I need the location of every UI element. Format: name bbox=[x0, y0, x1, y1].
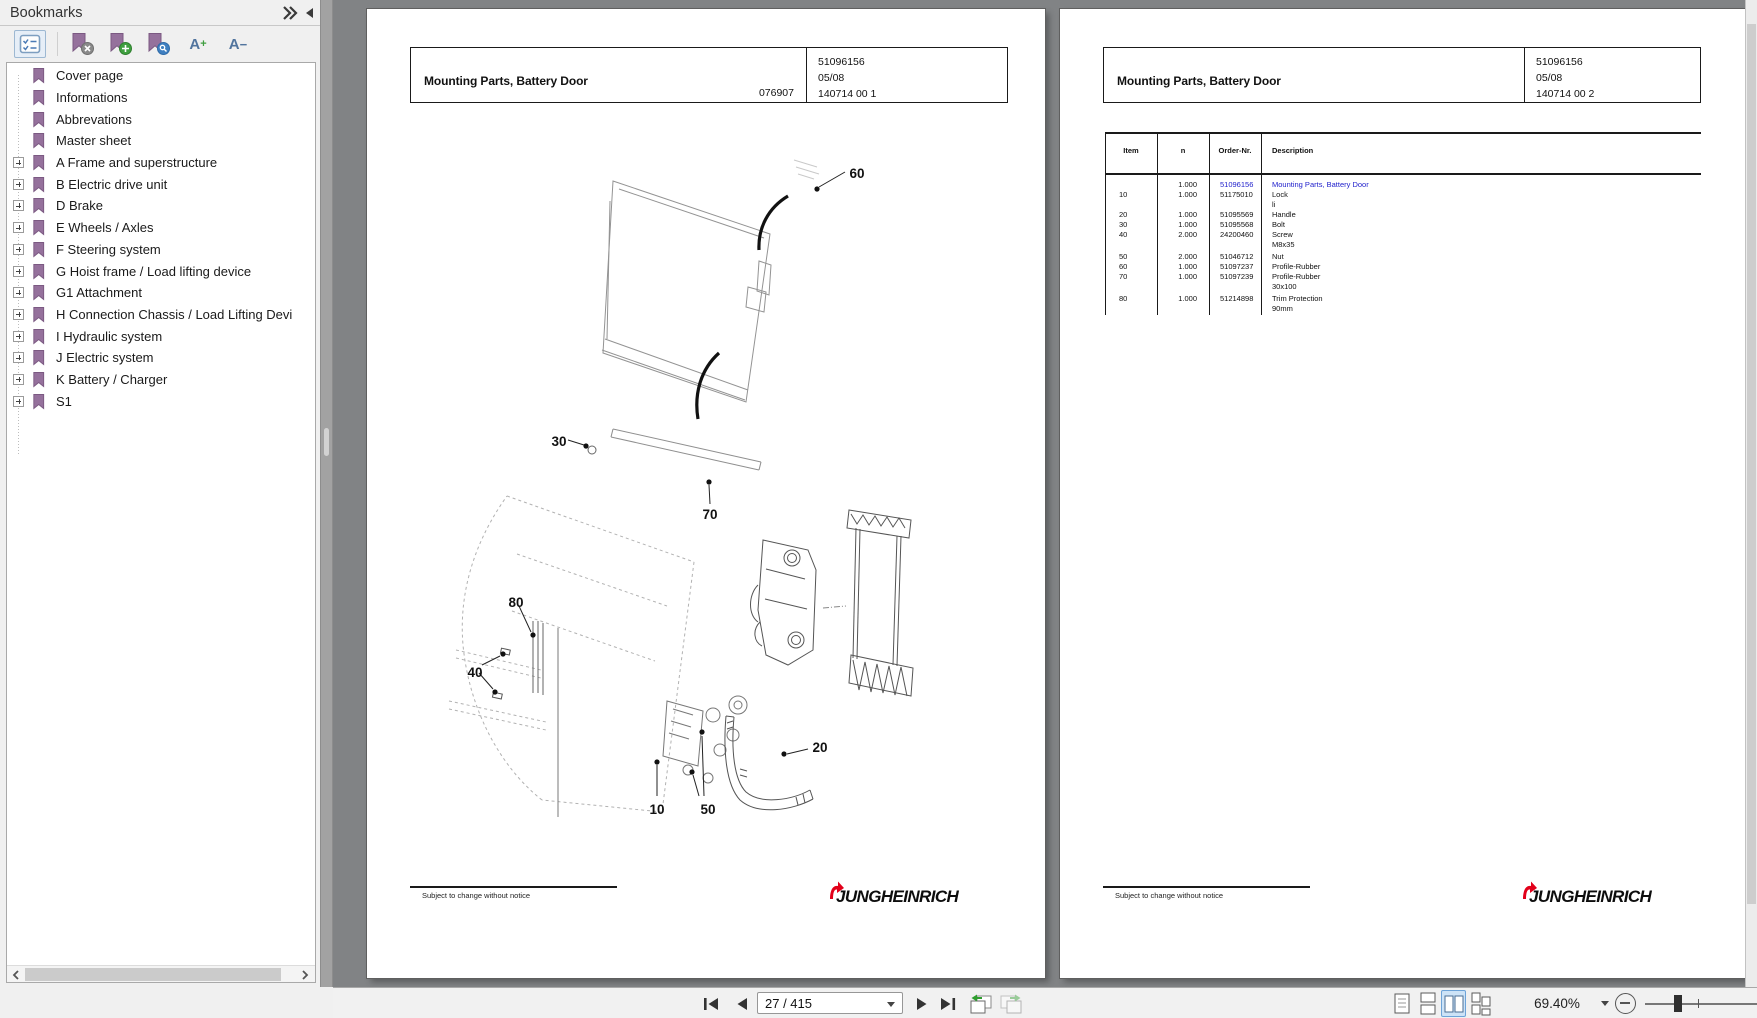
bookmark-label: G Hoist frame / Load lifting device bbox=[56, 263, 252, 279]
brand-wordmark: JUNGHEINRICH bbox=[836, 887, 959, 906]
bookmarks-panel-title: Bookmarks bbox=[10, 5, 83, 21]
bookmarks-tree bbox=[7, 65, 315, 412]
bookmark-flag-icon bbox=[31, 154, 46, 171]
decrease-text-size-button[interactable] bbox=[222, 30, 254, 58]
table-row: 80 1.000 51214898 Trim Protection bbox=[1119, 294, 1323, 303]
plus-icon: + bbox=[200, 38, 207, 50]
previous-view-button[interactable] bbox=[967, 994, 995, 1013]
bookmark-item-i-hydraulic[interactable] bbox=[7, 325, 315, 347]
table-row: 60 1.000 51097237 Profile-Rubber bbox=[1119, 262, 1321, 271]
bookmark-item-f-steering[interactable] bbox=[7, 239, 315, 261]
callout-60: 60 bbox=[849, 166, 865, 181]
callout-70: 70 bbox=[702, 507, 718, 522]
panel-expand-icon[interactable] bbox=[281, 5, 299, 21]
callout-30: 30 bbox=[551, 434, 567, 449]
expand-plus-box[interactable] bbox=[13, 331, 24, 342]
table-rule bbox=[1105, 132, 1701, 134]
scrollbar-thumb[interactable] bbox=[25, 968, 281, 981]
table-row: 30x100 bbox=[1272, 282, 1297, 291]
bookmark-flag-icon bbox=[31, 111, 46, 128]
letter-a-icon: A bbox=[228, 35, 240, 53]
bookmark-item-e-wheels[interactable] bbox=[7, 217, 315, 239]
table-row: 20 1.000 51095569 Handle bbox=[1119, 210, 1296, 219]
page-left-diagram bbox=[367, 9, 1045, 978]
next-page-icon bbox=[915, 997, 929, 1011]
bookmarks-titlebar bbox=[0, 0, 320, 26]
panel-splitter[interactable] bbox=[320, 0, 333, 987]
bookmark-item-cover-page[interactable] bbox=[7, 65, 315, 87]
bookmark-flag-icon bbox=[31, 263, 46, 280]
letter-a-icon: A bbox=[189, 35, 201, 53]
previous-page-button[interactable] bbox=[731, 994, 753, 1013]
bookmark-item-abbrevations[interactable] bbox=[7, 108, 315, 130]
table-rule bbox=[1105, 173, 1701, 175]
table-row: 50 2.000 51046712 Nut bbox=[1119, 252, 1284, 261]
zoom-out-button[interactable] bbox=[1615, 993, 1636, 1014]
revision-date: 05/08 bbox=[818, 72, 845, 84]
bookmark-label: E Wheels / Axles bbox=[56, 220, 154, 236]
last-page-icon bbox=[939, 997, 957, 1011]
expand-plus-box[interactable] bbox=[13, 287, 24, 298]
document-canvas bbox=[333, 0, 1757, 987]
bookmark-label: K Battery / Charger bbox=[56, 371, 168, 387]
single-page-icon bbox=[1392, 992, 1412, 1016]
expand-plus-box[interactable] bbox=[13, 244, 24, 255]
page-header-box bbox=[1103, 47, 1701, 103]
bookmark-label: B Electric drive unit bbox=[56, 176, 168, 192]
two-page-view-button[interactable] bbox=[1441, 990, 1466, 1017]
column-header-order-nr: Order-Nr. bbox=[1218, 146, 1252, 155]
callout-40: 40 bbox=[467, 665, 483, 680]
locate-bookmark-icon bbox=[145, 32, 171, 56]
column-header-item: Item bbox=[1123, 146, 1139, 155]
zoom-slider-tick bbox=[1698, 999, 1699, 1008]
single-page-view-button[interactable] bbox=[1389, 990, 1414, 1017]
jungheinrich-logo bbox=[1520, 882, 1720, 914]
bookmarks-tree-pane bbox=[6, 62, 316, 983]
bookmark-flag-icon bbox=[31, 306, 46, 323]
checklist-icon bbox=[19, 34, 41, 54]
bookmark-flag-icon bbox=[31, 284, 46, 301]
toolbar-separator bbox=[57, 32, 58, 56]
expand-plus-box[interactable] bbox=[13, 396, 24, 407]
bookmark-flag-icon bbox=[31, 219, 46, 236]
expand-plus-box[interactable] bbox=[13, 200, 24, 211]
two-page-continuous-icon bbox=[1471, 992, 1491, 1016]
bookmark-label: Abbrevations bbox=[56, 111, 132, 127]
bookmark-item-b-electric-drive[interactable] bbox=[7, 173, 315, 195]
bookmark-item-j-electric[interactable] bbox=[7, 347, 315, 369]
bookmark-label: A Frame and superstructure bbox=[56, 155, 218, 171]
bookmark-flag-icon bbox=[31, 241, 46, 258]
panel-collapse-icon[interactable] bbox=[303, 6, 317, 20]
previous-view-icon bbox=[968, 993, 994, 1015]
bookmarks-horizontal-scrollbar[interactable] bbox=[7, 965, 315, 982]
two-page-icon bbox=[1444, 992, 1464, 1016]
expand-plus-box[interactable] bbox=[13, 157, 24, 168]
part-number: 51096156 bbox=[1536, 56, 1583, 68]
footer-note: Subject to change without notice bbox=[1115, 891, 1223, 900]
callout-80: 80 bbox=[508, 595, 524, 610]
bookmark-item-master-sheet[interactable] bbox=[7, 130, 315, 152]
scrollbar-thumb[interactable] bbox=[1747, 24, 1756, 904]
bookmark-label: Master sheet bbox=[56, 133, 132, 149]
statusbar bbox=[333, 987, 1757, 1018]
new-bookmark-button[interactable] bbox=[104, 30, 136, 58]
bookmarks-toolbar bbox=[0, 27, 320, 61]
page-title: Mounting Parts, Battery Door bbox=[1117, 74, 1281, 88]
expand-plus-box[interactable] bbox=[13, 179, 24, 190]
add-bookmark-icon bbox=[107, 32, 133, 56]
bookmark-flag-icon bbox=[31, 197, 46, 214]
page-right-parts-list bbox=[1060, 9, 1745, 978]
scroll-left-arrow-icon[interactable] bbox=[8, 967, 24, 982]
bookmark-item-g-hoist-frame[interactable] bbox=[7, 260, 315, 282]
bookmark-label: I Hydraulic system bbox=[56, 328, 163, 344]
bookmark-flag-icon bbox=[31, 67, 46, 84]
bookmark-flag-icon bbox=[31, 371, 46, 388]
next-view-button[interactable] bbox=[997, 994, 1025, 1013]
previous-page-icon bbox=[735, 997, 749, 1011]
next-view-icon bbox=[998, 993, 1024, 1015]
footer-note: Subject to change without notice bbox=[422, 891, 530, 900]
column-header-description: Description bbox=[1272, 146, 1314, 155]
bookmark-item-g1-attachment[interactable] bbox=[7, 282, 315, 304]
brand-wordmark: JUNGHEINRICH bbox=[1529, 887, 1652, 906]
expand-plus-box[interactable] bbox=[13, 374, 24, 385]
table-row: 40 2.000 24200460 Screw bbox=[1119, 230, 1293, 239]
bookmark-label: Informations bbox=[56, 90, 128, 106]
first-page-icon bbox=[703, 997, 721, 1011]
bookmark-label: D Brake bbox=[56, 198, 103, 214]
increase-text-size-button[interactable] bbox=[182, 30, 214, 58]
footer-rule bbox=[1103, 886, 1310, 888]
bookmark-label: S1 bbox=[56, 393, 72, 409]
continuous-view-button[interactable] bbox=[1415, 990, 1440, 1017]
zoom-dropdown-caret-icon[interactable] bbox=[1601, 1001, 1609, 1006]
bookmark-flag-icon bbox=[31, 328, 46, 345]
table-row: 70 1.000 51097239 Profile-Rubber bbox=[1119, 272, 1321, 281]
vertical-scrollbar[interactable] bbox=[1745, 0, 1757, 987]
zoom-level-value[interactable]: 69.40% bbox=[1534, 996, 1580, 1011]
column-header-n: n bbox=[1180, 146, 1186, 155]
callout-10: 10 bbox=[649, 802, 665, 817]
two-page-continuous-button[interactable] bbox=[1468, 990, 1493, 1017]
bookmark-item-informations[interactable] bbox=[7, 87, 315, 109]
bookmark-label: G1 Attachment bbox=[56, 285, 142, 301]
delete-bookmark-button[interactable] bbox=[66, 30, 98, 58]
delete-bookmark-icon bbox=[69, 32, 95, 56]
bookmark-item-h-connection-chassis[interactable] bbox=[7, 304, 315, 326]
sheet-number: 140714 00 2 bbox=[1536, 88, 1595, 100]
footer-rule bbox=[410, 886, 617, 888]
bookmark-label: J Electric system bbox=[56, 350, 154, 366]
bookmark-flag-icon bbox=[31, 393, 46, 410]
bookmark-item-d-brake[interactable] bbox=[7, 195, 315, 217]
bookmark-flag-icon bbox=[31, 132, 46, 149]
table-row: M8x35 bbox=[1272, 240, 1295, 249]
callout-50: 50 bbox=[700, 802, 716, 817]
table-row: 30 1.000 51095568 Bolt bbox=[1119, 220, 1285, 229]
bookmark-flag-icon bbox=[31, 89, 46, 106]
bookmark-flag-icon bbox=[31, 176, 46, 193]
zoom-slider-track[interactable] bbox=[1645, 1003, 1757, 1005]
bookmarks-panel bbox=[0, 0, 320, 1018]
figure-code: 076907 bbox=[758, 87, 794, 99]
bookmark-label: F Steering system bbox=[56, 241, 161, 257]
order-number-link[interactable]: 51096156 bbox=[1220, 180, 1254, 189]
continuous-pages-icon bbox=[1418, 992, 1438, 1016]
parts-table bbox=[1105, 132, 1701, 322]
expand-plus-box[interactable] bbox=[13, 352, 24, 363]
bookmark-item-a-frame[interactable] bbox=[7, 152, 315, 174]
bookmark-label: Cover page bbox=[56, 68, 124, 84]
first-page-button[interactable] bbox=[701, 994, 723, 1013]
locate-bookmark-button[interactable] bbox=[142, 30, 174, 58]
bookmark-flag-icon bbox=[31, 349, 46, 366]
revision-date: 05/08 bbox=[1536, 72, 1563, 84]
description-link[interactable]: Mounting Parts, Battery Door bbox=[1272, 180, 1369, 189]
page-number-field[interactable] bbox=[757, 992, 903, 1014]
minus-icon: − bbox=[239, 36, 248, 52]
zoom-slider-thumb[interactable] bbox=[1674, 995, 1682, 1012]
jungheinrich-logo bbox=[827, 882, 1027, 914]
part-number: 51096156 bbox=[818, 56, 865, 68]
last-page-button[interactable] bbox=[937, 994, 959, 1013]
callout-20: 20 bbox=[812, 740, 828, 755]
table-row: 10 1.000 51175010 Lock bbox=[1119, 190, 1288, 199]
scroll-right-arrow-icon[interactable] bbox=[297, 967, 313, 982]
table-row: 90mm bbox=[1272, 304, 1293, 313]
bookmark-options-button[interactable] bbox=[14, 30, 46, 58]
bookmark-item-k-battery-charger[interactable] bbox=[7, 369, 315, 391]
page-title: Mounting Parts, Battery Door bbox=[424, 74, 588, 88]
expand-plus-box[interactable] bbox=[13, 222, 24, 233]
bookmark-item-s1[interactable] bbox=[7, 390, 315, 412]
splitter-grip[interactable] bbox=[324, 428, 329, 456]
bookmark-label: H Connection Chassis / Load Lifting Devi bbox=[56, 306, 293, 322]
exploded-parts-diagram bbox=[367, 9, 1045, 978]
expand-plus-box[interactable] bbox=[13, 309, 24, 320]
next-page-button[interactable] bbox=[911, 994, 933, 1013]
table-row: li bbox=[1272, 200, 1276, 209]
table-row: 1.000 51096156 Mounting Parts, Battery Door bbox=[1105, 180, 1701, 190]
sheet-number: 140714 00 1 bbox=[818, 88, 877, 100]
expand-plus-box[interactable] bbox=[13, 266, 24, 277]
